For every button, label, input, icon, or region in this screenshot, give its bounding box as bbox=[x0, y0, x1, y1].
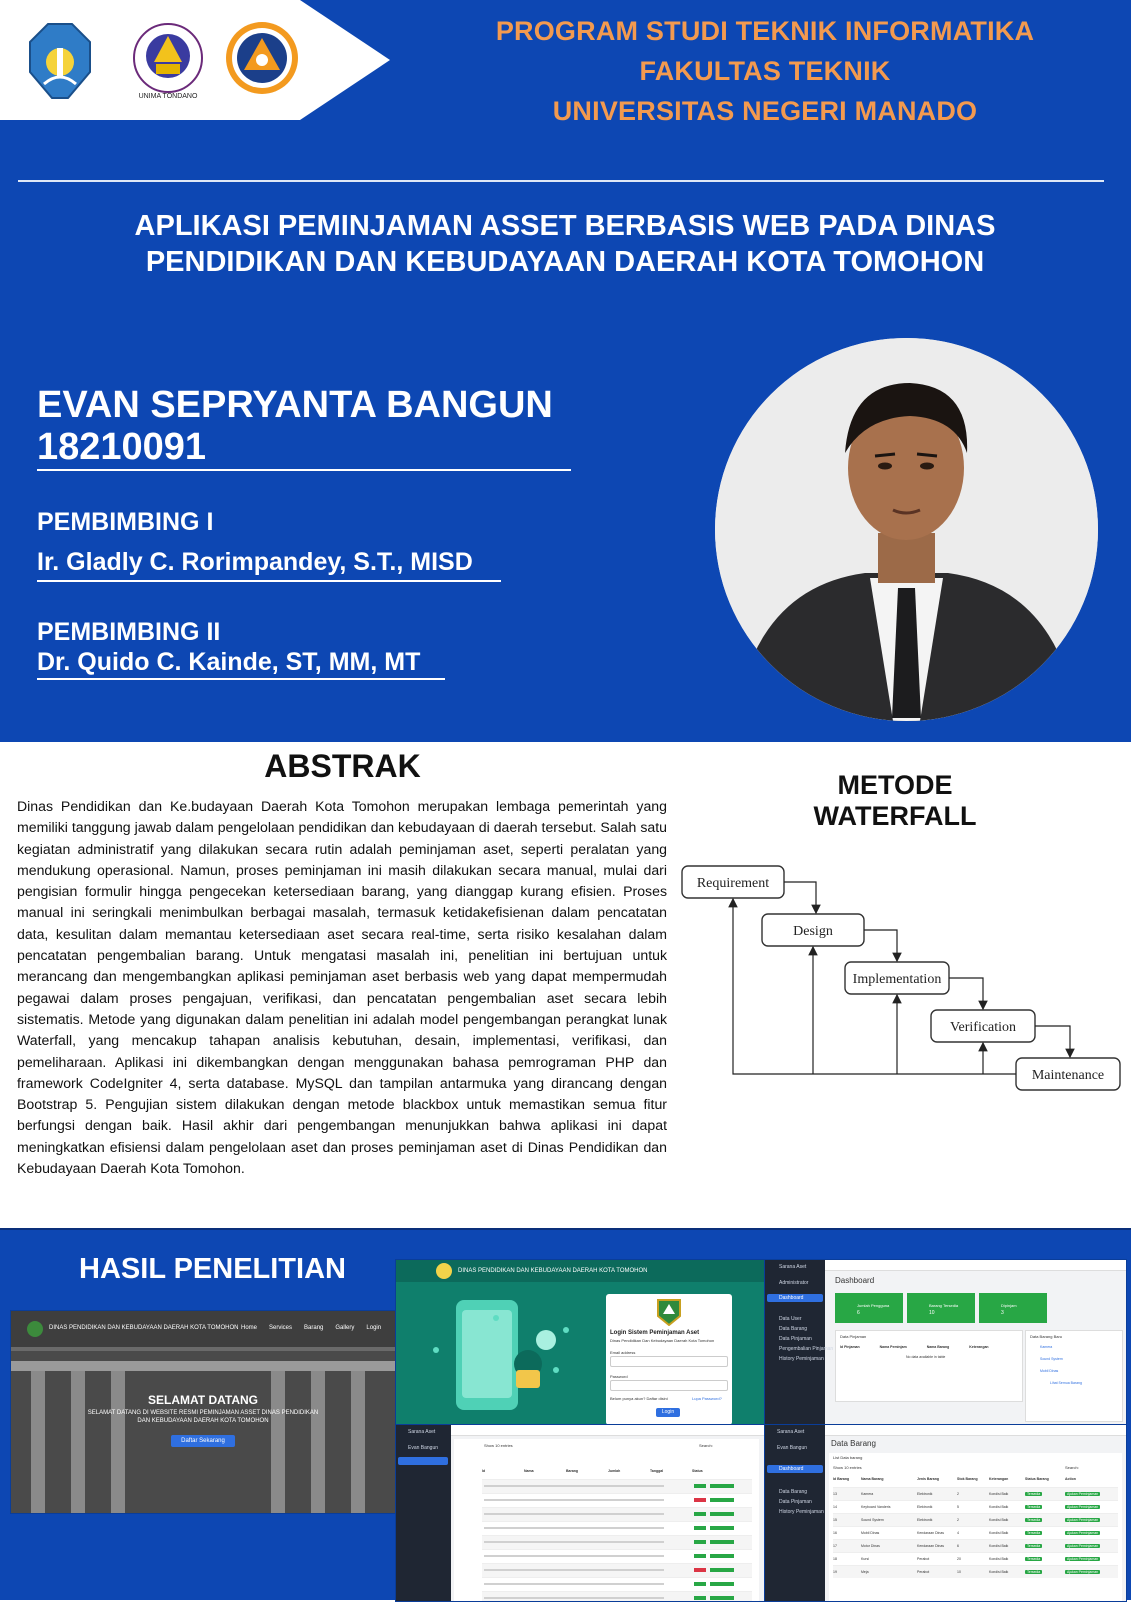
loans-search[interactable]: Search: bbox=[699, 1443, 713, 1448]
status-badge: Tersedia bbox=[1027, 1505, 1041, 1509]
table-cell: Kondisi Baik bbox=[989, 1518, 1009, 1522]
menu-data-barang[interactable]: Data Barang bbox=[779, 1326, 808, 1332]
password-field[interactable] bbox=[610, 1380, 728, 1391]
university-name: UNIVERSITAS NEGERI MANADO bbox=[552, 96, 978, 126]
menu-history[interactable]: History Peminjaman bbox=[779, 1356, 824, 1362]
advisor2-underline bbox=[37, 678, 445, 680]
status-badge: Tersedia bbox=[1027, 1518, 1041, 1522]
login-button[interactable]: Login bbox=[656, 1408, 680, 1417]
status-badge bbox=[694, 1582, 706, 1586]
table-cell: 6 bbox=[957, 1544, 959, 1548]
method-heading-line1: METODE bbox=[837, 770, 953, 800]
items-col-name: Nama Barang bbox=[861, 1477, 884, 1481]
table-cell: Meja bbox=[861, 1570, 869, 1574]
request-loan-button[interactable]: Ajukan Peminjaman bbox=[1067, 1518, 1099, 1522]
table-row bbox=[482, 1591, 752, 1602]
status-badge bbox=[694, 1596, 706, 1600]
table-cell: Kondisi Baik bbox=[989, 1557, 1009, 1561]
status-badge: Tersedia bbox=[1027, 1531, 1041, 1535]
table-cell: Sound System bbox=[861, 1518, 884, 1522]
loans-header-row bbox=[482, 1469, 752, 1479]
loans-col: Barang bbox=[566, 1469, 579, 1473]
svg-text:UNIMA TONDANO: UNIMA TONDANO bbox=[138, 93, 198, 100]
table-row bbox=[833, 1513, 1118, 1526]
loans-col: Nama bbox=[524, 1469, 534, 1473]
table-cell: Perabot bbox=[917, 1557, 930, 1561]
advisor1-name: Ir. Gladly C. Rorimpandey, S.T., MISD bbox=[37, 548, 473, 576]
view-all-items-link[interactable]: Lihat Semua Barang bbox=[1050, 1381, 1082, 1385]
method-heading bbox=[785, 770, 1005, 832]
table-cell: Kursi bbox=[861, 1557, 869, 1561]
table-cell: 19 bbox=[833, 1570, 837, 1574]
dinas-logo-icon bbox=[656, 1298, 682, 1326]
row-action-button[interactable] bbox=[710, 1596, 734, 1600]
item-list-screenshot bbox=[764, 1424, 1127, 1602]
row-action-button[interactable] bbox=[710, 1498, 734, 1502]
table-cell: 18 bbox=[833, 1557, 837, 1561]
card-borrowed-value: 3 bbox=[1001, 1310, 1004, 1316]
advisor2-name: Dr. Quido C. Kainde, ST, MM, MT bbox=[37, 648, 421, 676]
col-note: Keterangan bbox=[969, 1345, 989, 1349]
card-users-label: Jumlah Pengguna bbox=[857, 1303, 890, 1308]
abstract-text: Dinas Pendidikan dan Ke.budayaan Daerah Kota Tomohon merupakan lembaga pemerintah yang memiliki tanggung jawab dalam pengelolaan pendidikan dan kebudayaan di daerah tersebut. Salah satu kegiatan administratif yang dilakukan secara rutin adalah peminjaman aset, seperti peralatan yang mendukung operasional. Namun, proses peminjaman ini masih dilakukan secara manual, mulai dari pengisian formulir hingga pengecekan ketersediaan barang, yang dianggap kurang efisien. Proses manual ini seringkali menimbulkan berbagai masalah, termasuk ketidakefisienan dalam pencatatan data, kesulitan dalam memantau ketersediaan aset secara real-time, serta risiko kesalahan dalam pencatatan pengembalian barang. Untuk mengatasi masalah ini, penelitian ini bertujuan untuk merancang dan mengembangkan aplikasi peminjaman aset berbasis web yang dapat mempermudah pegawai dalam proses pengajuan, verifikasi, dan pencatatan pengembalian aset secara lebih sistematis. Metode yang digunakan dalam penelitian ini adalah model pengembangan perangkat lunak Waterfall, yang mencakup tahapan analisis kebutuhan, desain, implementasi, verifikasi, dan pemeliharaan. Aplikasi ini dikembangkan dengan menggunakan bahasa pemrograman PHP dan framework CodeIgniter 4, serta database. MySQL dan tampilan antarmuka yang dirancang dengan Bootstrap 5. Pengujian sistem dilakukan dengan metode blackbox untuk memastikan semua fitur berfungsi dengan baik. Hasil akhir dari pengembangan menunjukkan bahwa aplikasi ini dapat meningkatkan efisiensi dalam pengelolaan aset dan proses peminjaman aset di Dinas Pendidikan dan Kebudayaan Daerah Kota Tomohon. bbox=[17, 798, 667, 1177]
items-show-entries[interactable]: Show 10 entries bbox=[833, 1465, 862, 1470]
dashboard-user: Administrator bbox=[779, 1280, 809, 1286]
loans-col: Jumlah bbox=[608, 1469, 621, 1473]
dashboard-sidebar bbox=[765, 1260, 834, 1425]
loans-col: Tanggal bbox=[650, 1469, 664, 1473]
table-row bbox=[482, 1493, 752, 1507]
stage-design-label: Design bbox=[793, 924, 833, 939]
thesis-title-line2: PENDIDIKAN DAN KEBUDAYAAN DAERAH KOTA TOMOHON bbox=[145, 246, 985, 278]
table-cell: 20 bbox=[957, 1557, 961, 1561]
table-cell: Kondisi Baik bbox=[989, 1492, 1009, 1496]
advisor2-label: PEMBIMBING II bbox=[37, 618, 221, 646]
card-available-value: 10 bbox=[929, 1310, 935, 1316]
login-header: DINAS PENDIDIKAN DAN KEBUDAYAAN DAERAH KOTA TOMOHON bbox=[458, 1268, 648, 1274]
status-badge bbox=[694, 1540, 706, 1544]
login-page-screenshot bbox=[395, 1259, 765, 1426]
new-items-title: Data Barang Baru bbox=[1030, 1334, 1063, 1339]
landing-header: DINAS PENDIDIKAN DAN KEBUDAYAAN DAERAH KOTA TOMOHON bbox=[49, 1325, 239, 1331]
loans-table bbox=[454, 1439, 759, 1601]
password-label: Password bbox=[610, 1374, 628, 1379]
nav-home[interactable]: Home bbox=[241, 1325, 258, 1331]
faculty-name: FAKULTAS TEKNIK bbox=[639, 56, 891, 86]
status-badge bbox=[694, 1498, 706, 1502]
new-item-1[interactable]: Kamera bbox=[1040, 1345, 1053, 1349]
card-borrowed-label: Dipinjam bbox=[1001, 1303, 1017, 1308]
table-cell: 10 bbox=[957, 1570, 961, 1574]
request-loan-button[interactable]: Ajukan Peminjaman bbox=[1067, 1544, 1099, 1548]
faculty-logo bbox=[226, 22, 298, 94]
status-badge: Tersedia bbox=[1027, 1557, 1041, 1561]
table-cell: 14 bbox=[833, 1505, 837, 1509]
table-row bbox=[482, 1479, 752, 1493]
loans-user: Evan Bangun bbox=[408, 1445, 439, 1451]
stage-verification-label: Verification bbox=[949, 1020, 1017, 1035]
stage-implementation-label: Implementation bbox=[852, 972, 942, 987]
new-item-3[interactable]: Mobil Dinas bbox=[1040, 1369, 1059, 1373]
author-underline bbox=[37, 469, 571, 471]
table-row bbox=[833, 1500, 1118, 1513]
table-cell: 2 bbox=[957, 1518, 959, 1522]
table-cell: Keyboard Vanderis bbox=[861, 1505, 891, 1509]
menu-data-user[interactable]: Data User bbox=[779, 1316, 802, 1322]
table-cell: 5 bbox=[957, 1505, 959, 1509]
empty-table-text: No data available in table bbox=[906, 1355, 946, 1359]
request-loan-button[interactable]: Ajukan Peminjaman bbox=[1067, 1557, 1099, 1561]
loans-col: Id bbox=[482, 1469, 486, 1473]
new-item-2[interactable]: Sound System bbox=[1040, 1357, 1063, 1361]
login-card bbox=[606, 1294, 732, 1425]
status-badge bbox=[694, 1568, 706, 1572]
table-cell: Kondisi Baik bbox=[989, 1570, 1009, 1574]
table-row bbox=[482, 1549, 752, 1563]
table-row bbox=[482, 1563, 752, 1577]
waterfall-diagram bbox=[680, 860, 1125, 1100]
row-action-button[interactable] bbox=[710, 1512, 734, 1516]
new-items-card bbox=[1025, 1330, 1123, 1422]
results-heading: HASIL PENELITIAN bbox=[79, 1253, 346, 1285]
table-row bbox=[833, 1526, 1118, 1539]
request-loan-button[interactable]: Ajukan Peminjaman bbox=[1067, 1570, 1099, 1574]
login-title: Login Sistem Peminjaman Aset bbox=[610, 1330, 700, 1336]
table-cell: Elektronik bbox=[917, 1505, 933, 1509]
status-badge: Tersedia bbox=[1027, 1492, 1041, 1496]
menu-dashboard[interactable]: Dashboard bbox=[779, 1295, 804, 1301]
advisor1-underline bbox=[37, 580, 501, 582]
table-cell: 13 bbox=[833, 1492, 837, 1496]
loans-col: Status bbox=[692, 1469, 703, 1473]
table-cell: Perabot bbox=[917, 1570, 930, 1574]
table-cell: Kendaraan Dinas bbox=[917, 1544, 945, 1548]
col-id: Id Pinjaman bbox=[840, 1345, 860, 1349]
status-badge bbox=[694, 1484, 706, 1488]
abstract-heading: ABSTRAK bbox=[264, 748, 421, 784]
items-header-row bbox=[833, 1477, 1118, 1481]
table-cell: Mobil Dinas bbox=[861, 1531, 880, 1535]
items-menu-barang[interactable]: Data Barang bbox=[779, 1489, 808, 1495]
table-cell: 15 bbox=[833, 1518, 837, 1522]
card-available bbox=[907, 1293, 975, 1323]
table-row bbox=[833, 1552, 1118, 1565]
table-row bbox=[482, 1535, 752, 1549]
items-col-type: Jenis Barang bbox=[917, 1477, 939, 1481]
col-item: Nama Barang bbox=[926, 1345, 950, 1349]
table-row bbox=[833, 1487, 1118, 1500]
loans-sidebar bbox=[396, 1425, 451, 1601]
items-subtitle: List Data barang bbox=[833, 1455, 863, 1460]
items-menu-pinjaman[interactable]: Data Pinjaman bbox=[779, 1499, 812, 1505]
author-nim: 18210091 bbox=[37, 426, 207, 468]
stage-maintenance-label: Maintenance bbox=[1031, 1068, 1105, 1083]
menu-pengembalian[interactable]: Pengembalian Pinjaman bbox=[779, 1346, 834, 1352]
table-cell: Kondisi Baik bbox=[989, 1531, 1009, 1535]
items-brand: Sarana Aset bbox=[777, 1429, 805, 1435]
landing-page-screenshot bbox=[10, 1310, 396, 1514]
table-row bbox=[482, 1521, 752, 1535]
items-menu-history[interactable]: History Peminjaman bbox=[779, 1509, 824, 1515]
col-borrower: Nama Peminjam bbox=[879, 1345, 907, 1349]
landing-welcome: SELAMAT DATANG bbox=[148, 1393, 258, 1407]
table-cell: 17 bbox=[833, 1544, 837, 1548]
card-users-value: 6 bbox=[857, 1310, 860, 1316]
author-name: EVAN SEPRYANTA BANGUN bbox=[37, 384, 553, 426]
loan-list-screenshot bbox=[395, 1424, 765, 1602]
dashboard-brand: Sarana Aset bbox=[779, 1264, 807, 1270]
table-cell: Kendaraan Dinas bbox=[917, 1531, 945, 1535]
status-badge: Tersedia bbox=[1027, 1544, 1041, 1548]
status-badge: Tersedia bbox=[1027, 1570, 1041, 1574]
loan-table-title: Data Pinjaman bbox=[840, 1334, 867, 1339]
row-action-button[interactable] bbox=[710, 1554, 734, 1558]
items-title: Data Barang bbox=[831, 1439, 876, 1448]
items-user: Evan Bangun bbox=[777, 1445, 808, 1451]
register-link[interactable]: Belum punya akun? Daftar disini bbox=[610, 1396, 668, 1401]
email-label: Email address bbox=[610, 1350, 636, 1355]
nav-login[interactable]: Login bbox=[366, 1325, 382, 1331]
row-action-button[interactable] bbox=[710, 1582, 734, 1586]
method-heading-line2: WATERFALL bbox=[813, 801, 977, 831]
table-cell: Kondisi Baik bbox=[989, 1544, 1009, 1548]
nav-barang[interactable]: Barang bbox=[304, 1325, 324, 1331]
items-menu-dashboard[interactable]: Dashboard bbox=[779, 1466, 804, 1472]
items-search[interactable]: Search: bbox=[1065, 1465, 1079, 1470]
request-loan-button[interactable]: Ajukan Peminjaman bbox=[1067, 1492, 1099, 1496]
table-row bbox=[482, 1507, 752, 1521]
items-col-action: Action bbox=[1065, 1477, 1076, 1481]
loans-show-entries[interactable]: Show 10 entries bbox=[484, 1443, 513, 1448]
nav-services[interactable]: Services bbox=[269, 1325, 293, 1331]
dashboard-screenshot bbox=[764, 1259, 1127, 1426]
table-row bbox=[833, 1565, 1118, 1578]
loan-table-card bbox=[835, 1330, 1023, 1402]
items-col-status: Status Barang bbox=[1025, 1477, 1049, 1481]
program-name: PROGRAM STUDI TEKNIK INFORMATIKA bbox=[495, 16, 1035, 46]
items-col-id: Id Barang bbox=[833, 1477, 850, 1481]
author-photo bbox=[715, 338, 1098, 721]
status-badge bbox=[694, 1526, 706, 1530]
register-button[interactable]: Daftar Sekarang bbox=[171, 1435, 235, 1447]
table-cell: 2 bbox=[957, 1492, 959, 1496]
table-cell: 16 bbox=[833, 1531, 837, 1535]
row-action-button[interactable] bbox=[710, 1540, 734, 1544]
card-users bbox=[835, 1293, 903, 1323]
items-table bbox=[829, 1453, 1122, 1601]
card-available-label: Barang Tersedia bbox=[929, 1303, 959, 1308]
advisor1-label: PEMBIMBING I bbox=[37, 508, 214, 536]
header-divider bbox=[18, 180, 1104, 182]
table-cell: Elektronik bbox=[917, 1518, 933, 1522]
table-cell: Kamera bbox=[861, 1492, 874, 1496]
forgot-password-link[interactable]: Lupa Password? bbox=[692, 1396, 722, 1401]
card-borrowed bbox=[979, 1293, 1047, 1323]
row-action-button[interactable] bbox=[710, 1526, 734, 1530]
table-cell: 4 bbox=[957, 1531, 959, 1535]
email-field[interactable] bbox=[610, 1356, 728, 1367]
status-badge bbox=[694, 1512, 706, 1516]
loans-brand: Sarana Aset bbox=[408, 1429, 436, 1435]
request-loan-button[interactable]: Ajukan Peminjaman bbox=[1067, 1505, 1099, 1509]
table-cell: Motor Dinas bbox=[861, 1544, 880, 1548]
row-action-button[interactable] bbox=[710, 1568, 734, 1572]
items-sidebar bbox=[765, 1425, 825, 1601]
row-action-button[interactable] bbox=[710, 1484, 734, 1488]
dashboard-title: Dashboard bbox=[835, 1276, 875, 1285]
table-cell: Elektronik bbox=[917, 1492, 933, 1496]
thesis-title-line1: APLIKASI PEMINJAMAN ASSET BERBASIS WEB PADA DINAS bbox=[134, 210, 996, 242]
items-col-stock: Stok Barang bbox=[957, 1477, 978, 1481]
landing-nav bbox=[241, 1325, 381, 1331]
login-subtitle: Dinas Pendidikan Dan Kebudayaan Daerah Kota Tomohon bbox=[610, 1338, 715, 1343]
request-loan-button[interactable]: Ajukan Peminjaman bbox=[1067, 1531, 1099, 1535]
logo-banner bbox=[0, 0, 390, 120]
items-col-note: Keterangan bbox=[989, 1477, 1009, 1481]
status-badge bbox=[694, 1554, 706, 1558]
menu-data-pinjaman[interactable]: Data Pinjaman bbox=[779, 1336, 812, 1342]
nav-gallery[interactable]: Gallery bbox=[335, 1325, 355, 1331]
stage-requirement-label: Requirement bbox=[696, 876, 770, 891]
table-row bbox=[482, 1577, 752, 1591]
table-row bbox=[833, 1539, 1118, 1552]
landing-subtitle: SELAMAT DATANG DI WEBSITE RESMI PEMINJAMAN ASSET DINAS PENDIDIKAN DAN KEBUDAYAAN DAERAH KOTA TOMOHON bbox=[87, 1410, 319, 1424]
table-cell: Kondisi Baik bbox=[989, 1505, 1009, 1509]
